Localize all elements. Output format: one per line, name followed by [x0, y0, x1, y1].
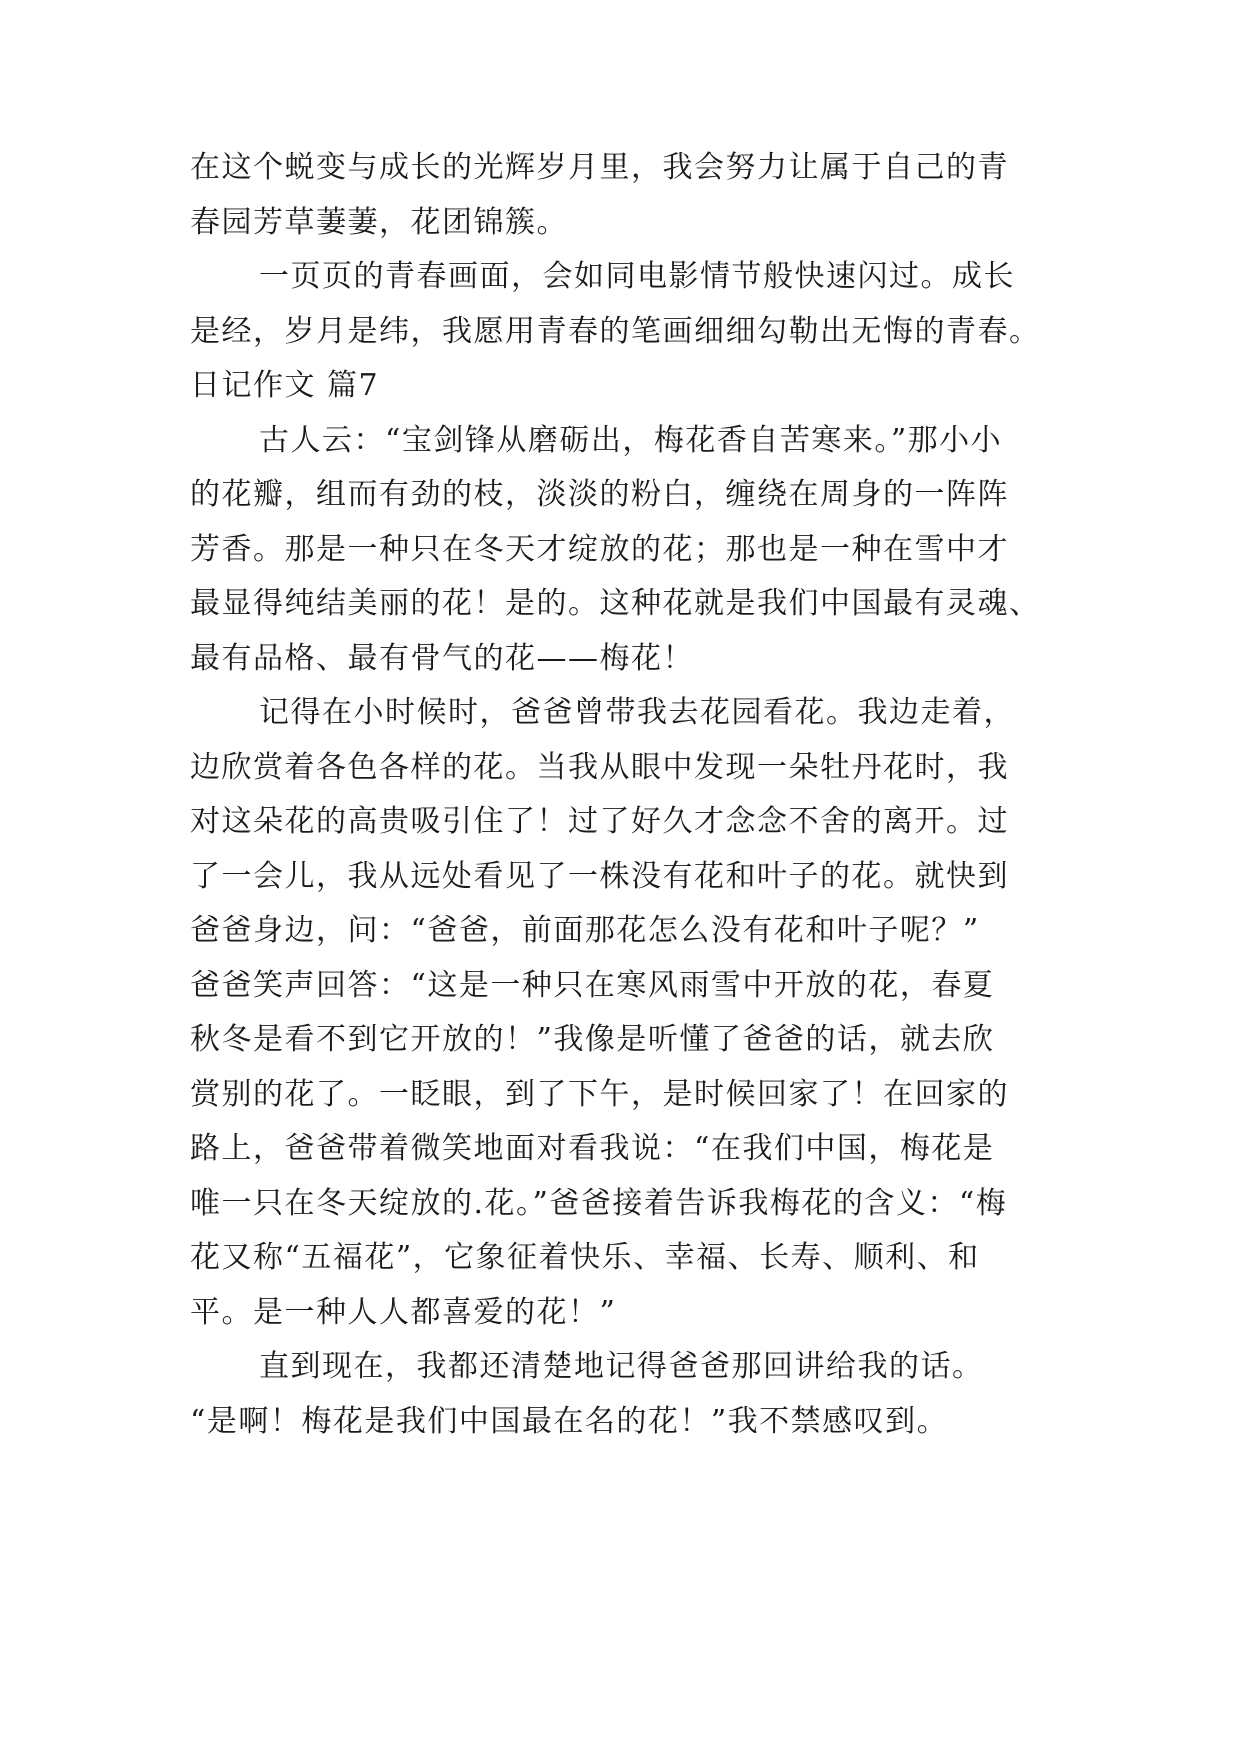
text-line: 路上，爸爸带着微笑地面对看我说：“在我们中国，梅花是	[190, 1131, 995, 1166]
text-line: 秋冬是看不到它开放的！”我像是听懂了爸爸的话，就去欣	[190, 1022, 995, 1057]
text-line: 的花瓣，组而有劲的枝，淡淡的粉白，缠绕在周身的一阵阵	[190, 477, 1009, 512]
text-line: 唯一只在冬天绽放的.花。”爸爸接着告诉我梅花的含义：“梅	[190, 1186, 1008, 1221]
text-line: 花又称“五福花”，它象征着快乐、幸福、长寿、顺利、和	[190, 1240, 980, 1275]
text-line: 直到现在，我都还清楚地记得爸爸那回讲给我的话。	[259, 1349, 984, 1384]
text-line: 春园芳草萋萋，花团锦簇。	[190, 205, 568, 240]
text-line: 记得在小时候时，爸爸曾带我去花园看花。我边走着，	[259, 695, 1015, 730]
text-line: 平。是一种人人都喜爱的花！”	[190, 1295, 617, 1330]
text-line: 爸爸笑声回答：“这是一种只在寒风雨雪中开放的花，春夏	[190, 968, 995, 1003]
text-line: 爸爸身边，问：“爸爸，前面那花怎么没有花和叶子呢？”	[190, 913, 980, 948]
text-line: 对这朵花的高贵吸引住了！过了好久才念念不舍的离开。过	[190, 804, 1009, 839]
text-line: 在这个蜕变与成长的光辉岁月里，我会努力让属于自己的青	[190, 150, 1009, 185]
section-heading: 日记作文 篇7	[190, 368, 380, 403]
text-line: 最有品格、最有骨气的花——梅花！	[190, 641, 694, 676]
text-line: 赏别的花了。一眨眼，到了下午，是时候回家了！在回家的	[190, 1077, 1009, 1112]
text-line: “是啊！梅花是我们中国最在名的花！”我不禁感叹到。	[190, 1404, 949, 1439]
text-line: 最显得纯结美丽的花！是的。这种花就是我们中国最有灵魂、	[190, 586, 1041, 621]
text-line: 是经，岁月是纬，我愿用青春的笔画细细勾勒出无悔的青春。	[190, 314, 1041, 349]
text-line: 一页页的青春画面，会如同电影情节般快速闪过。成长	[259, 259, 1015, 294]
text-line: 古人云：“宝剑锋从磨砺出，梅花香自苦寒来。”那小小	[259, 423, 1003, 458]
text-line: 芳香。那是一种只在冬天才绽放的花；那也是一种在雪中才	[190, 532, 1009, 567]
text-line: 了一会儿，我从远处看见了一株没有花和叶子的花。就快到	[190, 859, 1009, 894]
text-line: 边欣赏着各色各样的花。当我从眼中发现一朵牡丹花时，我	[190, 750, 1009, 785]
